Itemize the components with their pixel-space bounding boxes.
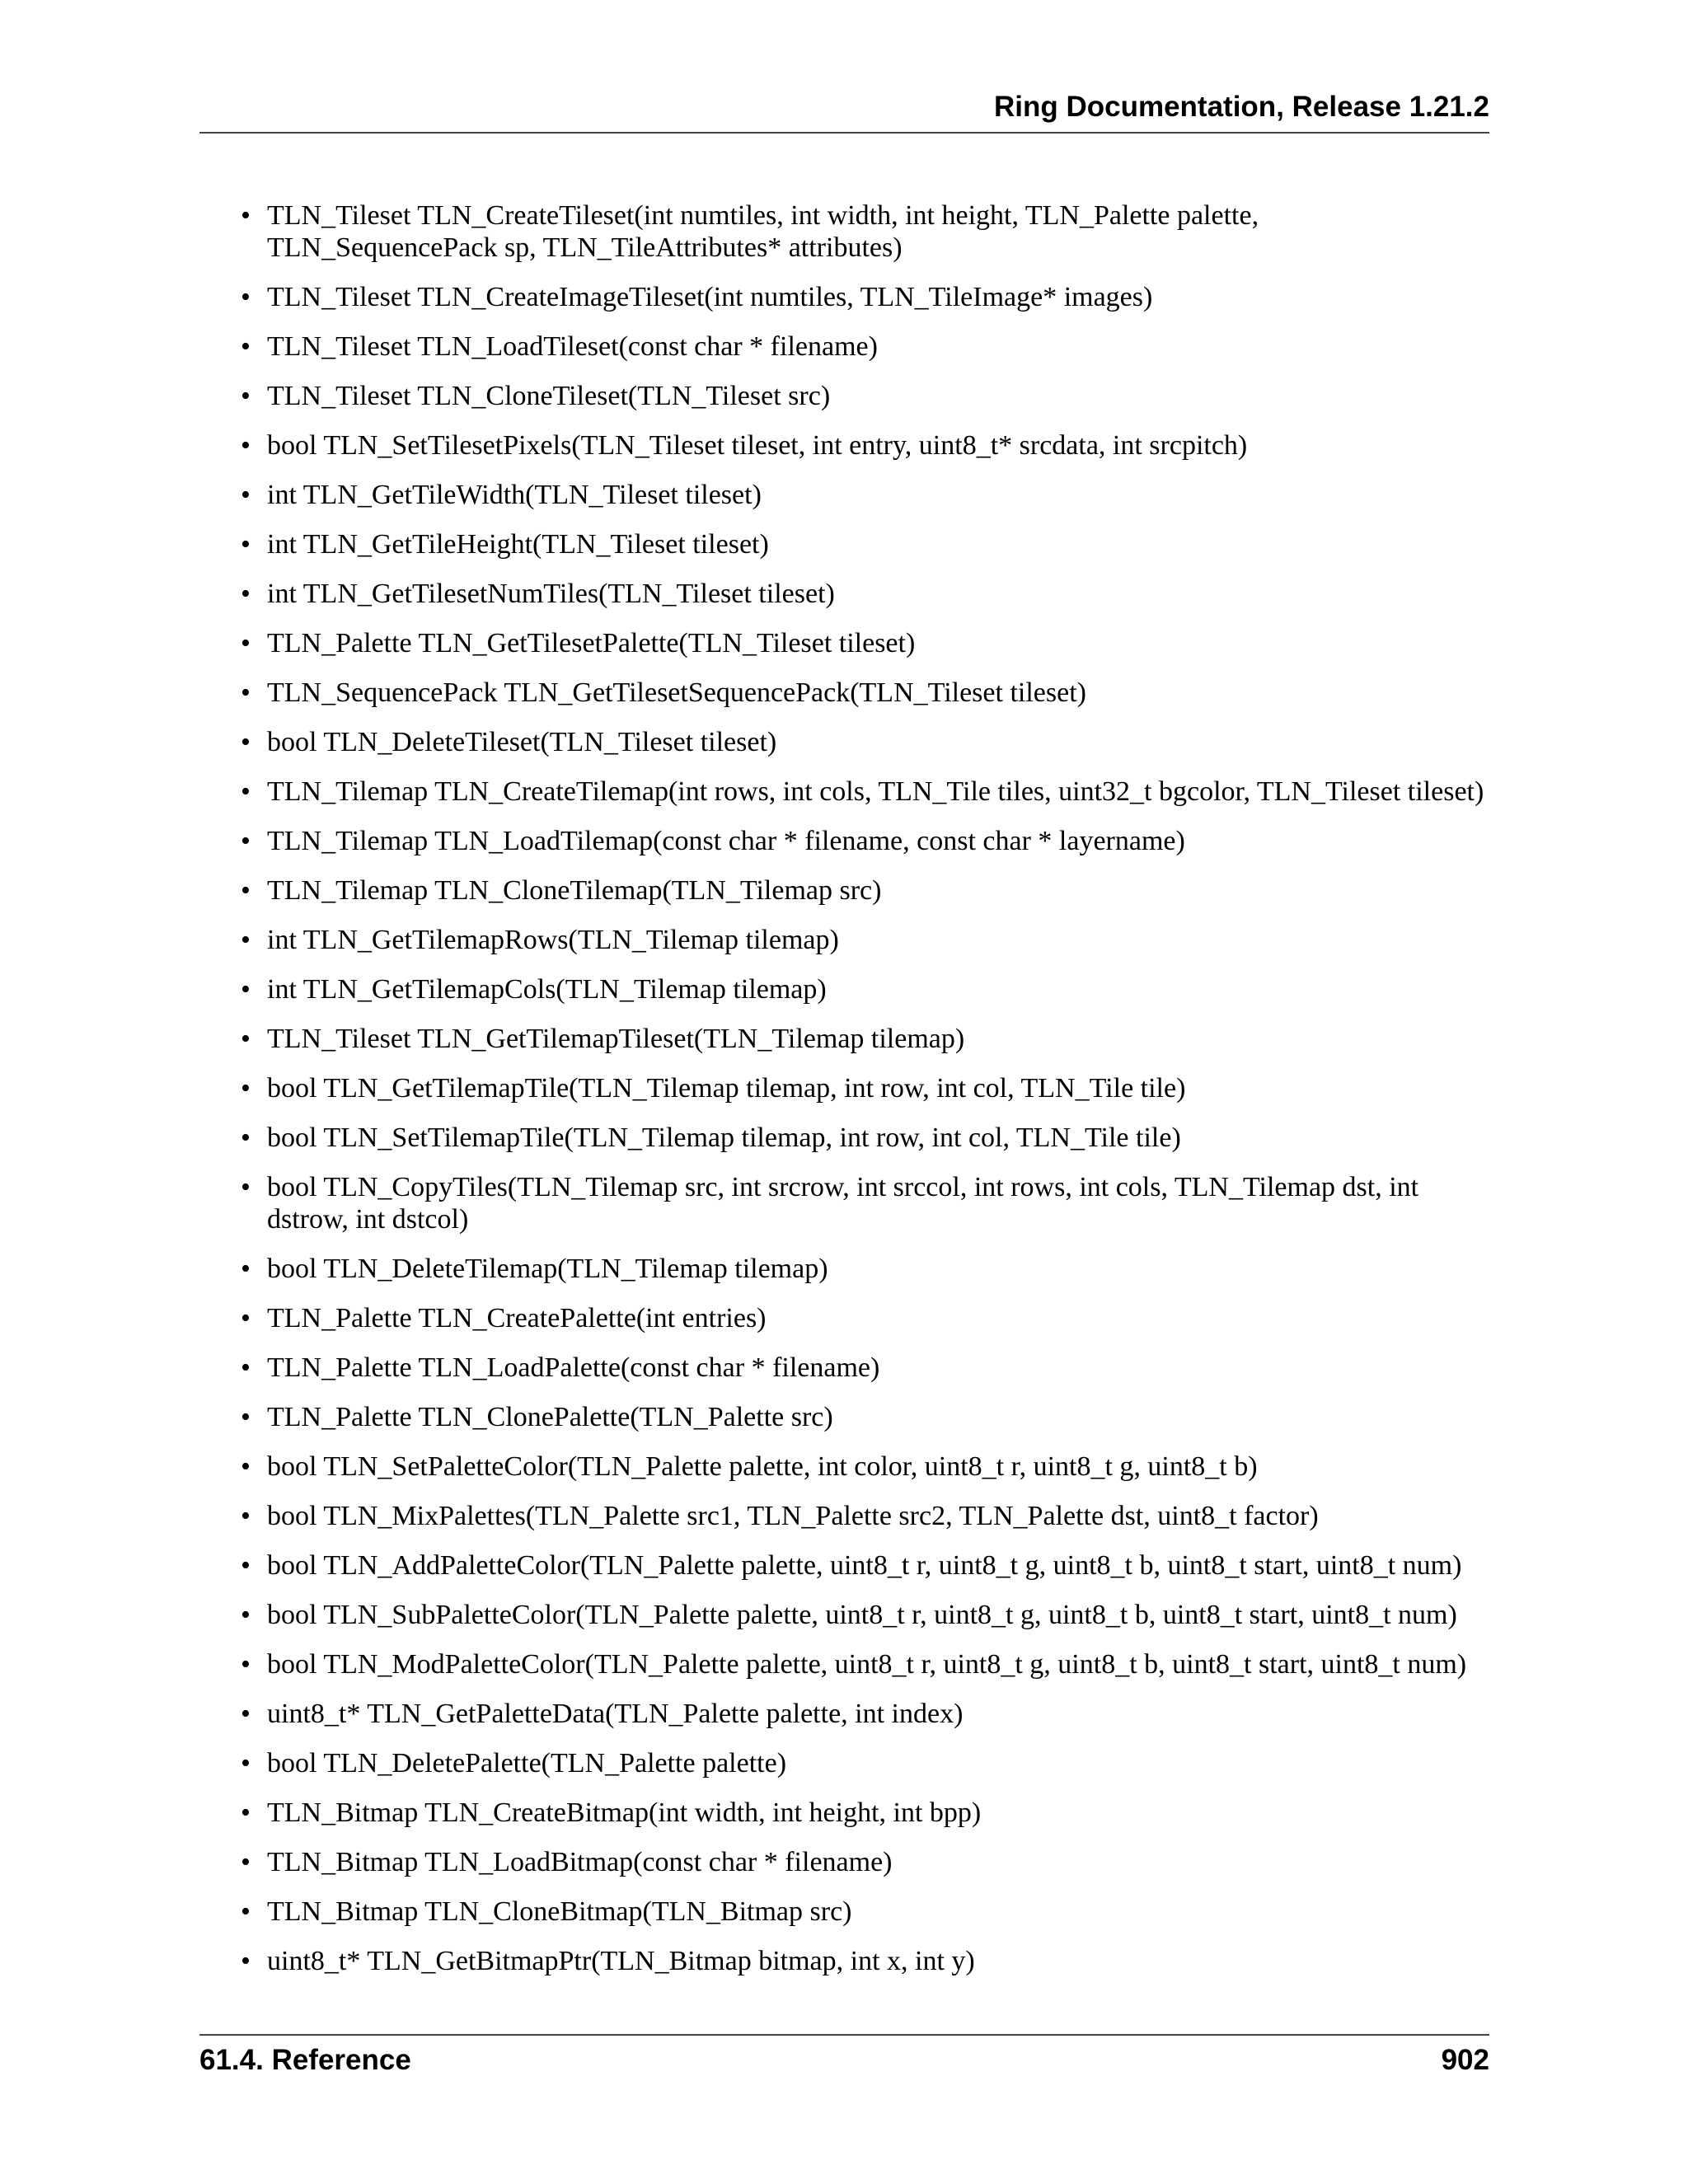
bullet-icon: • bbox=[241, 1748, 251, 1779]
list-item bbox=[199, 825, 1489, 857]
list-item bbox=[199, 1896, 1489, 1928]
list-item bbox=[199, 726, 1489, 758]
function-signature: TLN_Bitmap TLN_LoadBitmap(const char * filename) bbox=[267, 1847, 893, 1877]
list-item bbox=[199, 528, 1489, 560]
document-title: Ring Documentation, Release 1.21.2 bbox=[993, 91, 1489, 123]
bullet-icon: • bbox=[241, 381, 251, 411]
bullet-icon: • bbox=[241, 776, 251, 807]
bullet-icon: • bbox=[241, 579, 251, 609]
list-item bbox=[199, 199, 1489, 264]
function-signature: TLN_Palette TLN_ClonePalette(TLN_Palette src) bbox=[267, 1402, 833, 1432]
list-item bbox=[199, 1549, 1489, 1582]
section-title[interactable]: 61.4. Reference bbox=[199, 2044, 411, 2076]
function-signature: TLN_Tileset TLN_CreateImageTileset(int numtiles, TLN_TileImage* images) bbox=[267, 282, 1153, 312]
bullet-icon: • bbox=[241, 1254, 251, 1284]
function-signature: bool TLN_SetTilesetPixels(TLN_Tileset tileset, int entry, uint8_t* srcdata, int srcpitch) bbox=[267, 430, 1248, 461]
bullet-icon: • bbox=[241, 1172, 251, 1202]
list-item bbox=[199, 380, 1489, 412]
function-signature: TLN_Tileset TLN_CreateTileset(int numtiles, int width, int height, TLN_Palette palette, TLN_SequencePack sp, TLN_TileAttributes* attributes) bbox=[267, 200, 1259, 263]
function-signature: bool TLN_SetPaletteColor(TLN_Palette palette, int color, uint8_t r, uint8_t g, uint8_t b) bbox=[267, 1451, 1258, 1482]
bullet-icon: • bbox=[241, 1501, 251, 1531]
list-item bbox=[199, 1171, 1489, 1235]
function-signature: TLN_Tilemap TLN_LoadTilemap(const char * filename, const char * layername) bbox=[267, 826, 1185, 856]
list-item bbox=[199, 1846, 1489, 1878]
list-item bbox=[199, 479, 1489, 511]
list-item bbox=[199, 1599, 1489, 1631]
bullet-icon: • bbox=[241, 1402, 251, 1432]
bullet-icon: • bbox=[241, 826, 251, 856]
function-signature: TLN_Tilemap TLN_CloneTilemap(TLN_Tilemap src) bbox=[267, 875, 882, 906]
bullet-icon: • bbox=[241, 1946, 251, 1976]
bullet-icon: • bbox=[241, 430, 251, 461]
list-item bbox=[199, 1500, 1489, 1532]
bullet-icon: • bbox=[241, 628, 251, 658]
bullet-icon: • bbox=[241, 1600, 251, 1630]
list-item bbox=[199, 1253, 1489, 1285]
bullet-icon: • bbox=[241, 925, 251, 955]
list-item bbox=[199, 1401, 1489, 1433]
function-signature: bool TLN_GetTilemapTile(TLN_Tilemap tilemap, int row, int col, TLN_Tile tile) bbox=[267, 1073, 1186, 1104]
bullet-icon: • bbox=[241, 1847, 251, 1877]
page-header bbox=[199, 91, 1489, 134]
list-item bbox=[199, 281, 1489, 313]
function-signature: bool TLN_SetTilemapTile(TLN_Tilemap tilemap, int row, int col, TLN_Tile tile) bbox=[267, 1122, 1181, 1153]
function-signature: TLN_Palette TLN_LoadPalette(const char * filename) bbox=[267, 1352, 880, 1383]
bullet-icon: • bbox=[241, 1122, 251, 1153]
page-number: 902 bbox=[1441, 2044, 1489, 2076]
bullet-icon: • bbox=[241, 331, 251, 362]
list-item bbox=[199, 1302, 1489, 1334]
list-item bbox=[199, 1648, 1489, 1680]
list-item bbox=[199, 1122, 1489, 1154]
bullet-icon: • bbox=[241, 1896, 251, 1927]
bullet-icon: • bbox=[241, 1649, 251, 1680]
bullet-icon: • bbox=[241, 727, 251, 757]
bullet-icon: • bbox=[241, 1797, 251, 1828]
function-signature: int TLN_GetTilemapCols(TLN_Tilemap tilemap) bbox=[267, 974, 827, 1005]
bullet-icon: • bbox=[241, 1024, 251, 1054]
list-item bbox=[199, 1797, 1489, 1829]
list-item bbox=[199, 973, 1489, 1005]
list-item bbox=[199, 1023, 1489, 1055]
list-item bbox=[199, 1352, 1489, 1384]
function-signature: bool TLN_AddPaletteColor(TLN_Palette palette, uint8_t r, uint8_t g, uint8_t b, uint8_t start, uint8_t num) bbox=[267, 1550, 1462, 1581]
function-signature: TLN_Palette TLN_CreatePalette(int entries) bbox=[267, 1303, 767, 1333]
function-signature: bool TLN_DeleteTileset(TLN_Tileset tileset) bbox=[267, 727, 777, 757]
list-item bbox=[199, 330, 1489, 363]
list-item bbox=[199, 1451, 1489, 1483]
function-signature: TLN_Bitmap TLN_CloneBitmap(TLN_Bitmap src) bbox=[267, 1896, 852, 1927]
function-signature: bool TLN_DeleteTilemap(TLN_Tilemap tilemap) bbox=[267, 1254, 828, 1284]
function-signature: TLN_Tileset TLN_CloneTileset(TLN_Tileset src) bbox=[267, 381, 831, 411]
function-signature: bool TLN_DeletePalette(TLN_Palette palette) bbox=[267, 1748, 787, 1779]
bullet-icon: • bbox=[241, 480, 251, 510]
bullet-icon: • bbox=[241, 1352, 251, 1383]
list-item bbox=[199, 429, 1489, 462]
bullet-icon: • bbox=[241, 529, 251, 560]
list-item bbox=[199, 776, 1489, 808]
list-item bbox=[199, 1747, 1489, 1779]
bullet-icon: • bbox=[241, 200, 251, 231]
function-signature: TLN_Tileset TLN_LoadTileset(const char * filename) bbox=[267, 331, 878, 362]
function-list bbox=[199, 199, 1489, 1994]
function-signature: bool TLN_SubPaletteColor(TLN_Palette palette, uint8_t r, uint8_t g, uint8_t b, uint8_t start, uint8_t num) bbox=[267, 1600, 1457, 1630]
list-item bbox=[199, 627, 1489, 659]
bullet-icon: • bbox=[241, 1451, 251, 1482]
list-item bbox=[199, 1698, 1489, 1730]
list-item bbox=[199, 924, 1489, 956]
function-signature: int TLN_GetTilesetNumTiles(TLN_Tileset tileset) bbox=[267, 579, 835, 609]
function-signature: bool TLN_ModPaletteColor(TLN_Palette palette, uint8_t r, uint8_t g, uint8_t b, uint8_t start, uint8_t num) bbox=[267, 1649, 1467, 1680]
function-signature: int TLN_GetTilemapRows(TLN_Tilemap tilemap) bbox=[267, 925, 839, 955]
bullet-icon: • bbox=[241, 1303, 251, 1333]
page-footer bbox=[199, 2034, 1489, 2085]
bullet-icon: • bbox=[241, 1699, 251, 1729]
list-item bbox=[199, 1072, 1489, 1104]
function-signature: bool TLN_MixPalettes(TLN_Palette src1, TLN_Palette src2, TLN_Palette dst, uint8_t factor) bbox=[267, 1501, 1319, 1531]
function-signature: uint8_t* TLN_GetBitmapPtr(TLN_Bitmap bitmap, int x, int y) bbox=[267, 1946, 975, 1976]
function-signature: int TLN_GetTileWidth(TLN_Tileset tileset) bbox=[267, 480, 762, 510]
function-signature: TLN_Tilemap TLN_CreateTilemap(int rows, int cols, TLN_Tile tiles, uint32_t bgcolor, TLN_Tileset tileset) bbox=[267, 776, 1484, 807]
function-signature: TLN_SequencePack TLN_GetTilesetSequencePack(TLN_Tileset tileset) bbox=[267, 677, 1086, 708]
bullet-icon: • bbox=[241, 875, 251, 906]
bullet-icon: • bbox=[241, 1550, 251, 1581]
bullet-icon: • bbox=[241, 1073, 251, 1104]
function-signature: TLN_Tileset TLN_GetTilemapTileset(TLN_Tilemap tilemap) bbox=[267, 1024, 965, 1054]
function-signature: int TLN_GetTileHeight(TLN_Tileset tileset) bbox=[267, 529, 769, 560]
bullet-icon: • bbox=[241, 677, 251, 708]
function-signature: bool TLN_CopyTiles(TLN_Tilemap src, int srcrow, int srccol, int rows, int cols, TLN_Tilemap dst, int dstrow, int dstcol) bbox=[267, 1172, 1419, 1235]
function-signature: TLN_Palette TLN_GetTilesetPalette(TLN_Tileset tileset) bbox=[267, 628, 916, 658]
list-item bbox=[199, 578, 1489, 610]
function-signature: uint8_t* TLN_GetPaletteData(TLN_Palette palette, int index) bbox=[267, 1699, 964, 1729]
list-item bbox=[199, 874, 1489, 907]
list-item bbox=[199, 677, 1489, 709]
bullet-icon: • bbox=[241, 282, 251, 312]
function-signature: TLN_Bitmap TLN_CreateBitmap(int width, int height, int bpp) bbox=[267, 1797, 982, 1828]
list-item bbox=[199, 1945, 1489, 1977]
bullet-icon: • bbox=[241, 974, 251, 1005]
